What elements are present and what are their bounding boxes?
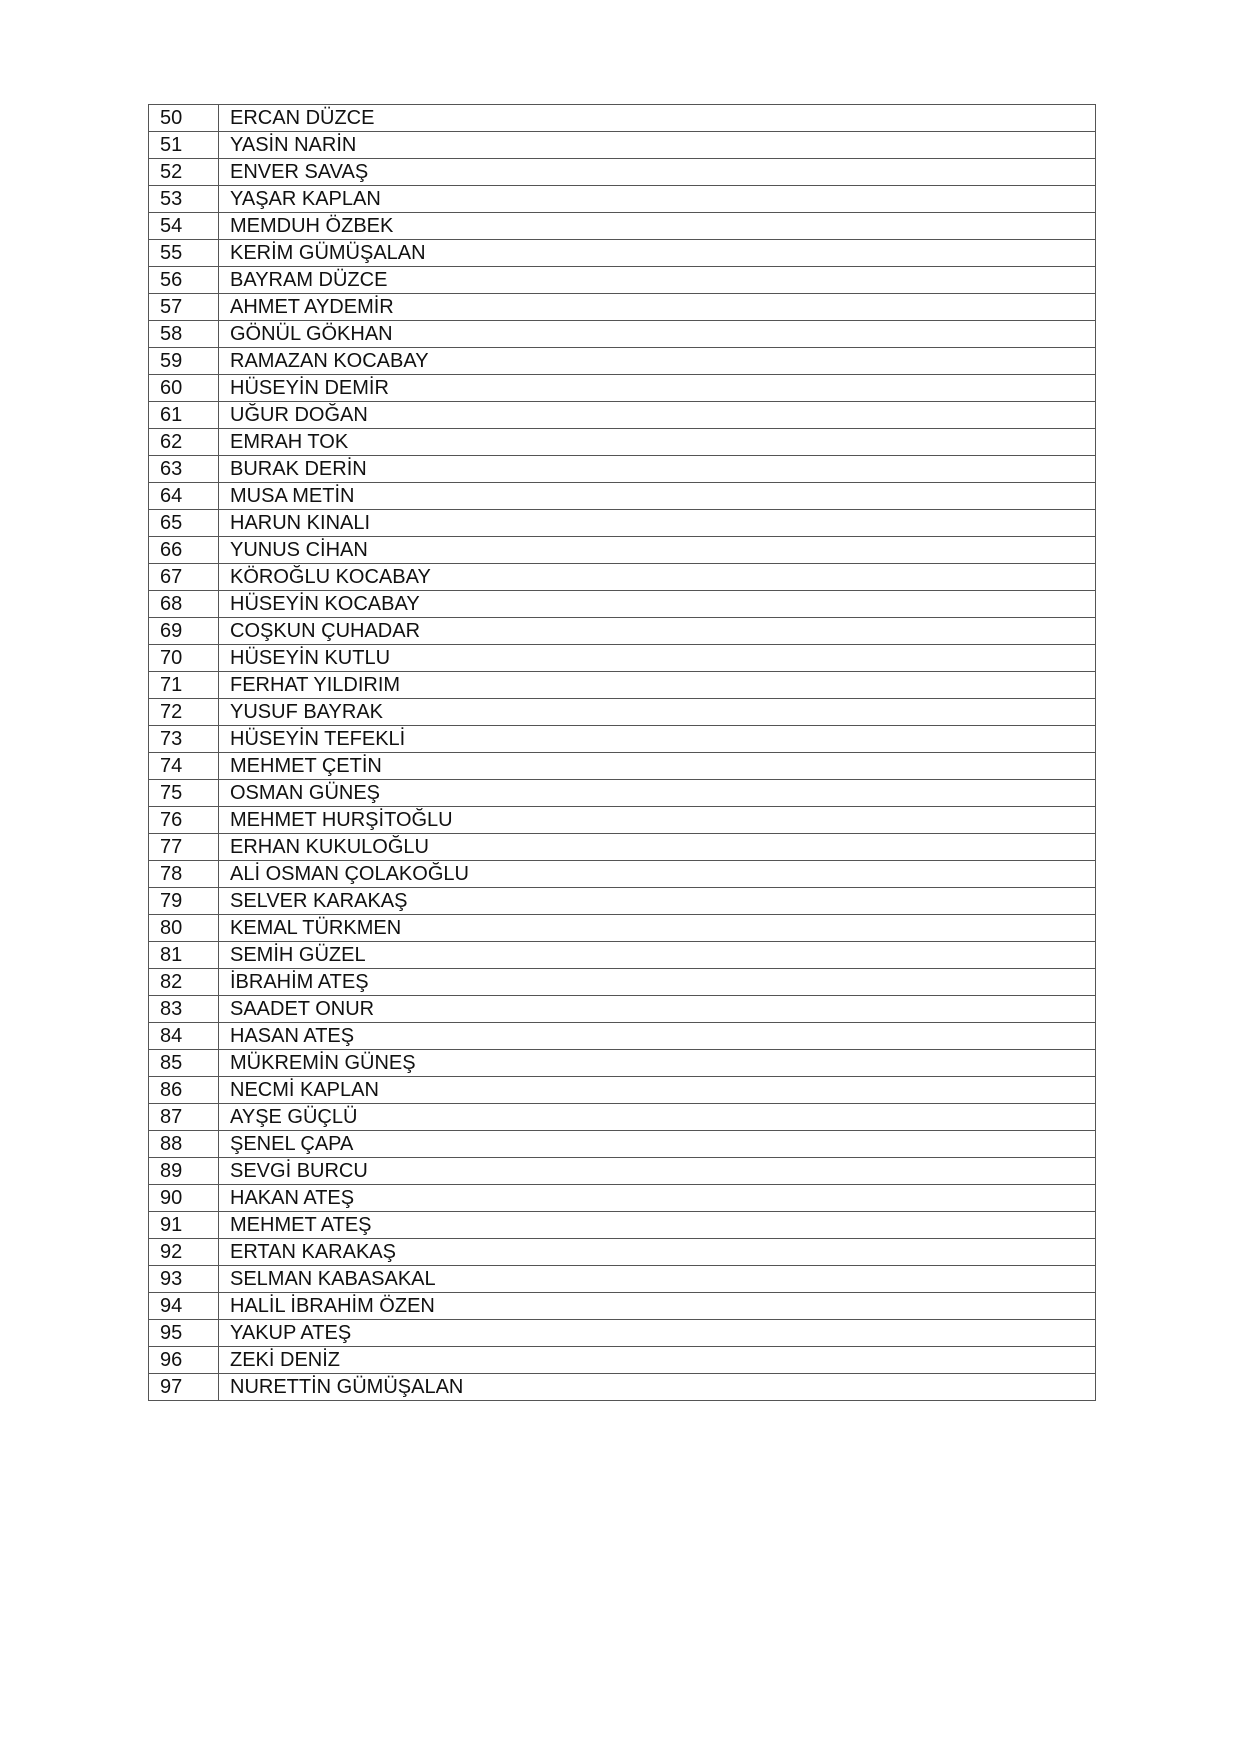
- row-number: 84: [149, 1023, 219, 1050]
- row-number: 65: [149, 510, 219, 537]
- row-number: 85: [149, 1050, 219, 1077]
- row-number: 67: [149, 564, 219, 591]
- person-name: KÖROĞLU KOCABAY: [219, 564, 1096, 591]
- person-name: KEMAL TÜRKMEN: [219, 915, 1096, 942]
- table-row: [149, 213, 1096, 240]
- row-number: 51: [149, 132, 219, 159]
- row-number: 86: [149, 1077, 219, 1104]
- person-name: NURETTİN GÜMÜŞALAN: [219, 1374, 1096, 1401]
- table-row: [149, 1239, 1096, 1266]
- row-number: 82: [149, 969, 219, 996]
- person-name: SEMİH GÜZEL: [219, 942, 1096, 969]
- person-name: HAKAN ATEŞ: [219, 1185, 1096, 1212]
- person-name: UĞUR DOĞAN: [219, 402, 1096, 429]
- row-number: 50: [149, 105, 219, 132]
- row-number: 68: [149, 591, 219, 618]
- table-row: [149, 267, 1096, 294]
- person-name: ERHAN KUKULOĞLU: [219, 834, 1096, 861]
- row-number: 95: [149, 1320, 219, 1347]
- table-row: [149, 1158, 1096, 1185]
- person-name: MUSA METİN: [219, 483, 1096, 510]
- table-row: [149, 348, 1096, 375]
- table-row: [149, 807, 1096, 834]
- row-number: 54: [149, 213, 219, 240]
- table-row: [149, 564, 1096, 591]
- table-row: [149, 483, 1096, 510]
- person-name: MEMDUH ÖZBEK: [219, 213, 1096, 240]
- row-number: 70: [149, 645, 219, 672]
- person-name: SELMAN KABASAKAL: [219, 1266, 1096, 1293]
- person-name: HÜSEYİN KOCABAY: [219, 591, 1096, 618]
- row-number: 66: [149, 537, 219, 564]
- table-row: [149, 996, 1096, 1023]
- person-name: NECMİ KAPLAN: [219, 1077, 1096, 1104]
- table-row: [149, 429, 1096, 456]
- person-name: FERHAT YILDIRIM: [219, 672, 1096, 699]
- row-number: 87: [149, 1104, 219, 1131]
- row-number: 96: [149, 1347, 219, 1374]
- table-row: [149, 186, 1096, 213]
- person-name: EMRAH TOK: [219, 429, 1096, 456]
- table-row: [149, 618, 1096, 645]
- person-name: RAMAZAN KOCABAY: [219, 348, 1096, 375]
- table-row: [149, 1077, 1096, 1104]
- row-number: 79: [149, 888, 219, 915]
- table-row: [149, 1212, 1096, 1239]
- table-row: [149, 915, 1096, 942]
- table-row: [149, 1374, 1096, 1401]
- row-number: 59: [149, 348, 219, 375]
- table-row: [149, 1131, 1096, 1158]
- table-row: [149, 105, 1096, 132]
- table-row: [149, 159, 1096, 186]
- person-name: ERCAN DÜZCE: [219, 105, 1096, 132]
- row-number: 76: [149, 807, 219, 834]
- table-row: [149, 645, 1096, 672]
- person-name: AYŞE GÜÇLÜ: [219, 1104, 1096, 1131]
- row-number: 62: [149, 429, 219, 456]
- table-row: [149, 1023, 1096, 1050]
- person-name: ŞENEL ÇAPA: [219, 1131, 1096, 1158]
- table-row: [149, 510, 1096, 537]
- person-name: YAKUP ATEŞ: [219, 1320, 1096, 1347]
- table-row: [149, 780, 1096, 807]
- table-row: [149, 969, 1096, 996]
- row-number: 72: [149, 699, 219, 726]
- table-row: [149, 591, 1096, 618]
- person-name: ENVER SAVAŞ: [219, 159, 1096, 186]
- row-number: 78: [149, 861, 219, 888]
- table-row: [149, 294, 1096, 321]
- row-number: 63: [149, 456, 219, 483]
- row-number: 77: [149, 834, 219, 861]
- row-number: 61: [149, 402, 219, 429]
- row-number: 74: [149, 753, 219, 780]
- row-number: 58: [149, 321, 219, 348]
- person-name: COŞKUN ÇUHADAR: [219, 618, 1096, 645]
- row-number: 81: [149, 942, 219, 969]
- person-name: HASAN ATEŞ: [219, 1023, 1096, 1050]
- table-row: [149, 456, 1096, 483]
- table-row: [149, 321, 1096, 348]
- table-row: [149, 888, 1096, 915]
- person-name: YUSUF BAYRAK: [219, 699, 1096, 726]
- row-number: 93: [149, 1266, 219, 1293]
- person-name: HÜSEYİN DEMİR: [219, 375, 1096, 402]
- row-number: 64: [149, 483, 219, 510]
- table-row: [149, 402, 1096, 429]
- person-name: HÜSEYİN KUTLU: [219, 645, 1096, 672]
- person-name: MEHMET ÇETİN: [219, 753, 1096, 780]
- person-name: GÖNÜL GÖKHAN: [219, 321, 1096, 348]
- table-row: [149, 1104, 1096, 1131]
- person-name: HÜSEYİN TEFEKLİ: [219, 726, 1096, 753]
- table-row: [149, 1293, 1096, 1320]
- row-number: 89: [149, 1158, 219, 1185]
- person-name: HALİL İBRAHİM ÖZEN: [219, 1293, 1096, 1320]
- table-row: [149, 132, 1096, 159]
- table-row: [149, 537, 1096, 564]
- table-row: [149, 672, 1096, 699]
- table-row: [149, 1050, 1096, 1077]
- row-number: 75: [149, 780, 219, 807]
- name-list-body: [149, 105, 1096, 1401]
- person-name: HARUN KINALI: [219, 510, 1096, 537]
- table-row: [149, 1347, 1096, 1374]
- person-name: YASİN NARİN: [219, 132, 1096, 159]
- person-name: AHMET AYDEMİR: [219, 294, 1096, 321]
- row-number: 73: [149, 726, 219, 753]
- row-number: 83: [149, 996, 219, 1023]
- person-name: İBRAHİM ATEŞ: [219, 969, 1096, 996]
- row-number: 71: [149, 672, 219, 699]
- row-number: 56: [149, 267, 219, 294]
- row-number: 69: [149, 618, 219, 645]
- person-name: ERTAN KARAKAŞ: [219, 1239, 1096, 1266]
- row-number: 90: [149, 1185, 219, 1212]
- person-name: SEVGİ BURCU: [219, 1158, 1096, 1185]
- row-number: 53: [149, 186, 219, 213]
- row-number: 60: [149, 375, 219, 402]
- row-number: 57: [149, 294, 219, 321]
- row-number: 52: [149, 159, 219, 186]
- table-row: [149, 1320, 1096, 1347]
- row-number: 80: [149, 915, 219, 942]
- table-row: [149, 753, 1096, 780]
- person-name: MÜKREMİN GÜNEŞ: [219, 1050, 1096, 1077]
- row-number: 91: [149, 1212, 219, 1239]
- person-name: BAYRAM DÜZCE: [219, 267, 1096, 294]
- name-list-table: [148, 104, 1096, 1401]
- person-name: ALİ OSMAN ÇOLAKOĞLU: [219, 861, 1096, 888]
- person-name: MEHMET ATEŞ: [219, 1212, 1096, 1239]
- person-name: OSMAN GÜNEŞ: [219, 780, 1096, 807]
- row-number: 88: [149, 1131, 219, 1158]
- table-row: [149, 1185, 1096, 1212]
- person-name: SAADET ONUR: [219, 996, 1096, 1023]
- table-row: [149, 834, 1096, 861]
- table-row: [149, 699, 1096, 726]
- table-row: [149, 726, 1096, 753]
- row-number: 92: [149, 1239, 219, 1266]
- row-number: 97: [149, 1374, 219, 1401]
- row-number: 55: [149, 240, 219, 267]
- table-row: [149, 240, 1096, 267]
- table-row: [149, 942, 1096, 969]
- person-name: BURAK DERİN: [219, 456, 1096, 483]
- person-name: YAŞAR KAPLAN: [219, 186, 1096, 213]
- person-name: ZEKİ DENİZ: [219, 1347, 1096, 1374]
- table-row: [149, 861, 1096, 888]
- table-row: [149, 375, 1096, 402]
- table-row: [149, 1266, 1096, 1293]
- person-name: MEHMET HURŞİTOĞLU: [219, 807, 1096, 834]
- person-name: SELVER KARAKAŞ: [219, 888, 1096, 915]
- person-name: YUNUS CİHAN: [219, 537, 1096, 564]
- person-name: KERİM GÜMÜŞALAN: [219, 240, 1096, 267]
- row-number: 94: [149, 1293, 219, 1320]
